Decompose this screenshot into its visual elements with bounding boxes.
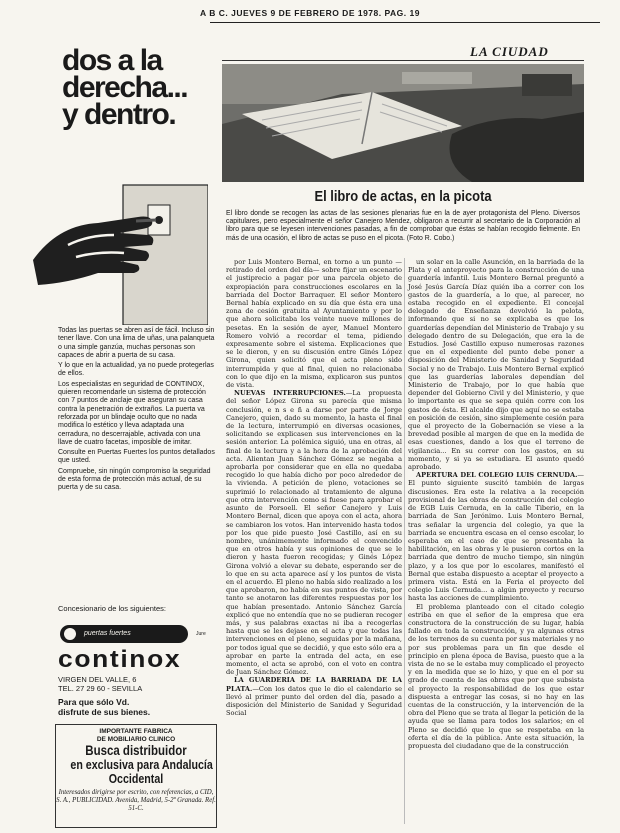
header-rule bbox=[210, 22, 600, 23]
logo-label: puertas fuertes bbox=[84, 630, 131, 637]
brand-logo: continox bbox=[58, 646, 182, 673]
article-column-1 bbox=[226, 258, 402, 717]
article-paragraph bbox=[408, 471, 584, 602]
door-lock-illustration bbox=[28, 165, 208, 325]
classified-headline: Busca distribuidor bbox=[85, 743, 187, 758]
classified-title-line: DE MOBILIARIO CLINICO bbox=[96, 735, 176, 743]
article-subheading: APERTURA DEL COLEGIO LUIS CERNUDA. bbox=[416, 471, 578, 480]
article-paragraph-text: —La propuesta del señor López Girona su parecía que misma conclusión, e n s e ñ a darse por parte de Jorge Canejero, quien, dado su momento, la hasta el final de la lectura, interrumpió en diversas ocasiones, solicitando se explicasen sus intervenciones en la sesión anterior. La polémica siguió, una en otras, al final de la lectura y a la hora de la aprobación del acta. Alientan Juan Sánchez Gómez se negaba a aprobarla por considerar que en ella no quedaba recogido lo que había dicho por poco alrededor de la vivienda. A petición de pleno, votaciones se suprimió lo relacionado al tratamiento de alguna que otra intervención como si fuese para aprobar el asunto de Porsoell. El señor Canejero y Luis Montero Bernal, dicen que apoya con el acta, ahora se cambiaron los votos. Han intervenido hasta todos por los que pide puesto José Castillo, así en su nombre, unánimemente informado el convencido que en otros había y sus opiniones de que se le dieron y hasta fueron recogidas; y Ginés López Girona volvió a elevar su debate, esperando ser de lo que en su acta aparece así y los puntos de vista en el acuerdo. El pleno no había sido realizado a los que aprobaron, no había en sus puntos de vista, por tanto se anotaron las diferentes respuestas por los que habían presentado. Antonio Sánchez García explicó que no entendía que no se pudieran recoger más, y sus palabras exactas ni iba a recogerlas hasta que se les dejase en el acta y que todas las intervenciones en el pleno, seguidas por la mañana, por todos igual que se decidió, y que esto sólo era a aprobar en parte la entrada del acta, en ese momento, el acta se aprobó, con el voto en contra de Juan Sánchez Gómez. bbox=[226, 389, 402, 677]
classified-title bbox=[56, 728, 216, 743]
classified-body: Interesados dirigirse por escrito, con referencias, a CID, S. A., PUBLICIDAD. Avenida, Madrid, 5-2ª Granada. Ref. 51-C. bbox=[56, 789, 216, 812]
ad-paragraph: Y lo que en la actualidad, ya no puede protegerlas de ellos. bbox=[58, 362, 214, 378]
article-paragraph bbox=[226, 389, 402, 676]
article-paragraph: El problema planteado con el citado colegio estriba en que el señor de la empresa que era constructora de la construcción de su lugar, había fallado en toda la construcción, y ya algunas otras de los terrenos de su cuenta por sus materiales y no por sus problemas para un fin que desde el principio en plena época de Bavisa, puesto que a la vista de no se le estaba muy complicado el proyecto y en la medida que se lo hizo, y que en el por su grado de cuenta de las obras que por que subsista el proyecto la responsabilidad de los que estar dispuesta a entregar las cosas, si no hay en las cuentas de la construcción, y la intervención de la obra del Pleno que se trata al llegar la petición de la ayuda que se llama para todos los salarios; en el Pleno se decidió que lo que se respetaba en la oferta el día de la pública. Ante esta situación, la propuesta del ciudadano que de la construcción bbox=[408, 602, 584, 750]
ad-address bbox=[58, 675, 142, 693]
article-title: El libro de actas, en la picota bbox=[314, 188, 492, 205]
section-title: LA CIUDAD bbox=[470, 44, 549, 59]
ad-concessionaires: Concesionario de los siguientes: bbox=[58, 604, 166, 613]
ad-headline-line: y dentro. bbox=[62, 98, 176, 131]
ad-tagline bbox=[58, 697, 218, 717]
article-column-2 bbox=[408, 258, 584, 750]
logo-sub: Jure bbox=[196, 631, 206, 637]
keyhole-icon bbox=[155, 216, 163, 224]
article-paragraph-text: —Con los datos que le dio el calendario se llevó al primer punto del orden del día, pasado a disposición del Ministerio de Sanidad y Seguridad Social bbox=[226, 684, 402, 718]
tagline-line: Para que sólo Vd. bbox=[58, 697, 130, 707]
article-paragraph: un solar en la calle Asunción, en la barriada de la Plata y el anteproyecto para la construcción de una guardería infantil. Luis Montero Bernal preguntó a José Jesús García Díaz quién iba a correr con los gastos de la guardería, a lo que, al parecer, no estaba recogido en el expediente. El concejal delegado de Enseñanza devolvió la pelota, informando que si no se explicaba es que los guarderías dependían del Ministerio de Trabajo y su delegado dentro de su Delegación, que era la de Estudios. José Castillo expuso numerosas razones que en el expediente del punto debe poner a disposición del Ministerio de Sanidad y Seguridad Social y no de Trabajo. Luis Montero Bernal explicó que las guarderías laborales dependían del Ministerio de Trabajo, por lo que había que depender del Gobierno Civil y del Ministerio, y que lo importante es que se sepa quién corre con los gastos de ésta. El alcalde dijo que aquí no se estaba en posición de cesión, sino simplemente cesión para que el proyecto de la Gobernación se viese a la brevedad posible al margen de que en la medida de esas cuestiones, dando a los que el terreno de vigilancia... En su correr con los gastos, en su momento, y si ya se estudiara. El asunto quedó aprobado. bbox=[408, 258, 584, 472]
logo-emblem-icon bbox=[64, 628, 76, 640]
article-subheading: LA GUARDERIA DE LA BARRIADA DE LA PLATA. bbox=[226, 676, 402, 693]
page-header: A B C. JUEVES 9 DE FEBRERO DE 1978. PAG. 19 bbox=[200, 8, 420, 18]
puertas-fuertes-logo bbox=[60, 625, 188, 643]
article-paragraph-text: —El punto siguiente suscitó también de largas discusiones. Era este la relativa a la recepción provisional de las obras de construcción del colegio de EGB Luis Cernuda, en la calle Tiberio, en la barriada de San Jerónimo. Luis Montero Bernal, tras señalar la urgencia del colegio, ya que la barriada se encuentra escasa en el censo escolar, lo esperaba en el caso de que se presentaba la habilitación, en las obras y le pusieron cortos en la barriada que dentro de mucho tiempo, sin ningún plazo, y a los que por lo escolares, manifestó el Bernal que estaba dispuesto a aceptar el proyecto a primera vista. Está en la Feria el proyecto del colegio Luis Cernuda... a algún proyecto y recurso hasta las acciones de cumplimiento. bbox=[408, 471, 584, 603]
ad-paragraph: Los especialistas en seguridad de CONTINOX, quieren recomendarle un sistema de protección con 7 puntos de anclaje que aseguran su casa contra la penetración de extraños. La puerta va reforzada por un blindaje oculto que no nada modifica lo estético y lleva adaptada una cerradura, no descerrajable, activada con una llave de cuatro facetas, imposible de imitar. bbox=[58, 380, 206, 446]
classified-subheadline bbox=[70, 757, 213, 786]
article-paragraph: por Luis Montero Bernal, en torno a un punto —retirado del orden del día— sobre fijar un escenario el justiprecio a pagar por una parcela objeto de expropiación para construcciones escolares en la barriada del Doctor Barraquer. El señor Montero Bernal había explicado en su día que ésta era una zona de cesión gratuita al Ayuntamiento y por lo que ahora solicitaba los veinte nueve millones de pesetas. En la sesión de ayer, Manuel Montero Romero volvió a recordar el tema, pidiendo expresamente sobre el sistema. Explicaciones que se le dieron, y en su discusión entre Ginés López Girona, quien solicitó que el acta pleno sido interrumpida y que al final, quien no relacionaba con lo que dijo en la misma, explicaron sus puntos de vista. bbox=[226, 258, 402, 390]
column-rule bbox=[404, 258, 405, 824]
photo-caption: El libro donde se recogen las actas de las sesiones plenarias fue en la de ayer protagonista del Pleno. Diversos capitulares, pero especialmente el señor Canejero Mendez, obligaron a recurrir al secretario de la Corporación al libro para que se leyesen intervenciones pasadas, a fin de comprobar que éstas se habían recogido fielmente. En más de una ocasión, el libro de actas se puso en el picota. (Foto R. Cobo.) bbox=[226, 210, 580, 242]
article-subheading: NUEVAS INTERRUPCIONES. bbox=[234, 389, 346, 398]
ad-paragraph: Consulte en Puertas Fuertes los puntos detallados que usted. bbox=[58, 449, 215, 465]
ad-paragraph: Todas las puertas se abren así de fácil. Incluso sin tener llave. Con una lima de uñas, una palanqueta o una simple ganzúa, muchas personas son capaces de abrir a puerta de su casa. bbox=[58, 327, 215, 359]
classified-subheadline-line: en exclusiva para Andalucía bbox=[70, 757, 213, 772]
ad-body bbox=[58, 327, 216, 495]
article-paragraph bbox=[226, 676, 402, 717]
tagline-line: disfrute de sus bienes. bbox=[58, 707, 151, 717]
classified-title-line: IMPORTANTE FABRICA bbox=[99, 728, 173, 735]
section-rule bbox=[222, 60, 584, 61]
ad-headline-line: dos a la bbox=[62, 44, 162, 77]
council-session-photo bbox=[222, 64, 584, 182]
key-icon bbox=[136, 220, 156, 221]
ad-headline-line: derecha... bbox=[62, 71, 188, 104]
ad-headline bbox=[62, 44, 212, 131]
classified-subheadline-line: Occidental bbox=[108, 771, 164, 786]
classified-ad bbox=[55, 724, 217, 828]
ad-paragraph: Compruebe, sin ningún compromiso la seguridad de esta forma de protección más actual, de su puerta y de su casa. bbox=[58, 467, 211, 492]
address-line: TEL. 27 29 60 - SEVILLA bbox=[58, 684, 143, 693]
address-line: VIRGEN DEL VALLE, 6 bbox=[58, 675, 137, 684]
